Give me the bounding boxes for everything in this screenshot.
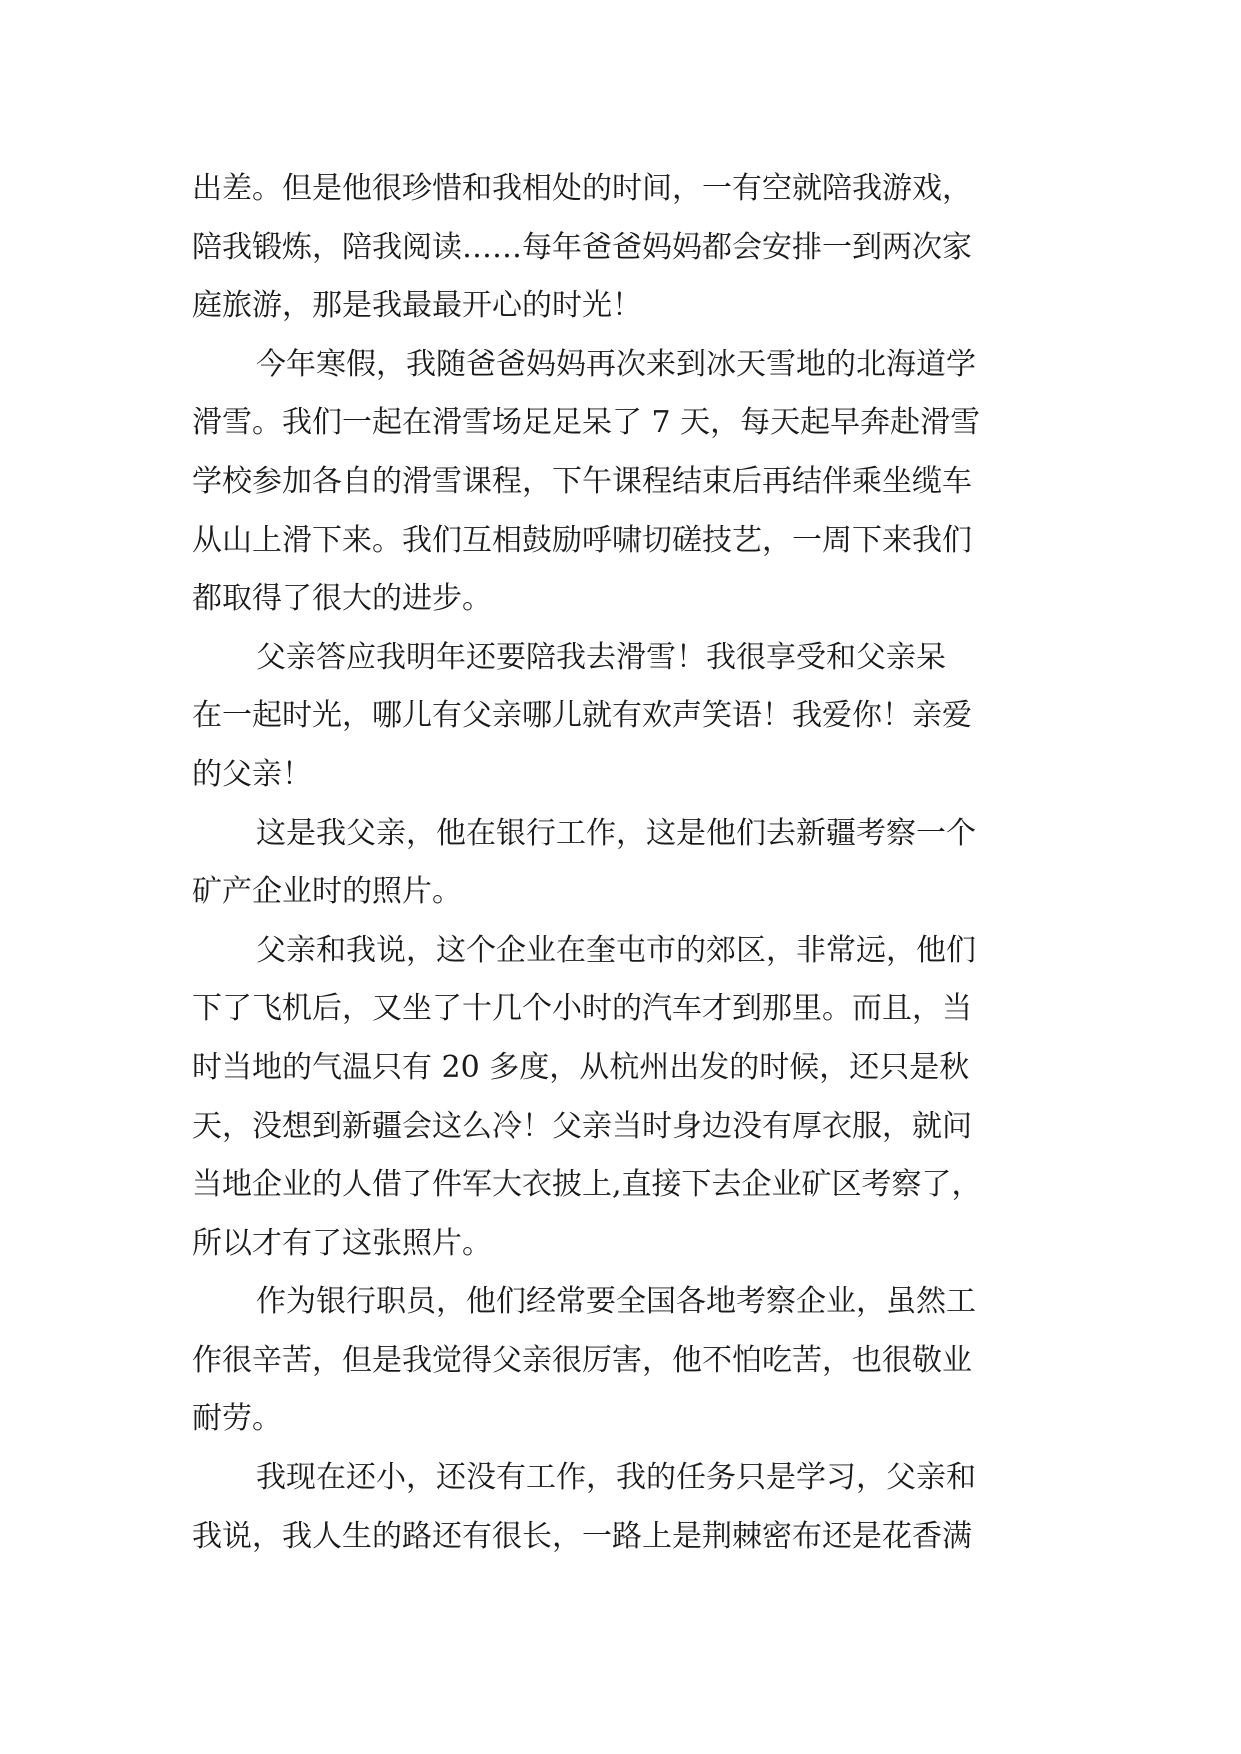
- text-line: 当地企业的人借了件军大衣披上,直接下去企业矿区考察了，: [192, 1167, 982, 1203]
- paragraph-start-line: 这是我父亲，他在银行工作，这是他们去新疆考察一个: [256, 815, 976, 851]
- text-line: 所以才有了这张照片。: [192, 1225, 492, 1261]
- text-line: 都取得了很大的进步。: [192, 581, 492, 617]
- paragraph-start-line: 父亲答应我明年还要陪我去滑雪！我很享受和父亲呆: [256, 639, 946, 675]
- text-line: 矿产企业时的照片。: [192, 874, 462, 910]
- text-line: 作很辛苦，但是我觉得父亲很厉害，他不怕吃苦，也很敬业: [192, 1342, 972, 1378]
- text-line: 下了飞机后，又坐了十几个小时的汽车才到那里。而且，当: [192, 991, 972, 1027]
- text-line: 陪我锻炼，陪我阅读……每年爸爸妈妈都会安排一到两次家: [192, 229, 972, 265]
- paragraph-start-line: 今年寒假，我随爸爸妈妈再次来到冰天雪地的北海道学: [256, 346, 976, 382]
- text-line: 我说，我人生的路还有很长，一路上是荆棘密布还是花香满: [192, 1518, 972, 1554]
- text-line: 天，没想到新疆会这么冷！父亲当时身边没有厚衣服，就问: [192, 1108, 972, 1144]
- body-text: [192, 160, 1052, 1566]
- paragraph-start-line: 作为银行职员，他们经常要全国各地考察企业，虽然工: [256, 1284, 976, 1320]
- text-line: 从山上滑下来。我们互相鼓励呼啸切磋技艺，一周下来我们: [192, 522, 972, 558]
- text-line: 时当地的气温只有 20 多度，从杭州出发的时候，还只是秋: [192, 1049, 970, 1085]
- text-line: 出差。但是他很珍惜和我相处的时间，一有空就陪我游戏，: [192, 171, 972, 206]
- paragraph-start-line: 父亲和我说，这个企业在奎屯市的郊区，非常远，他们: [256, 932, 976, 968]
- text-line: 耐劳。: [192, 1401, 282, 1437]
- text-line: 学校参加各自的滑雪课程，下午课程结束后再结伴乘坐缆车: [192, 463, 972, 499]
- text-line: 在一起时光，哪儿有父亲哪儿就有欢声笑语！我爱你！亲爱: [192, 698, 972, 734]
- text-line: 的父亲！: [192, 756, 312, 792]
- paragraph-start-line: 我现在还小，还没有工作，我的任务只是学习，父亲和: [256, 1460, 976, 1496]
- text-line: 滑雪。我们一起在滑雪场足足呆了 7 天，每天起早奔赴滑雪: [192, 405, 981, 441]
- text-line: 庭旅游，那是我最最开心的时光！: [192, 288, 642, 324]
